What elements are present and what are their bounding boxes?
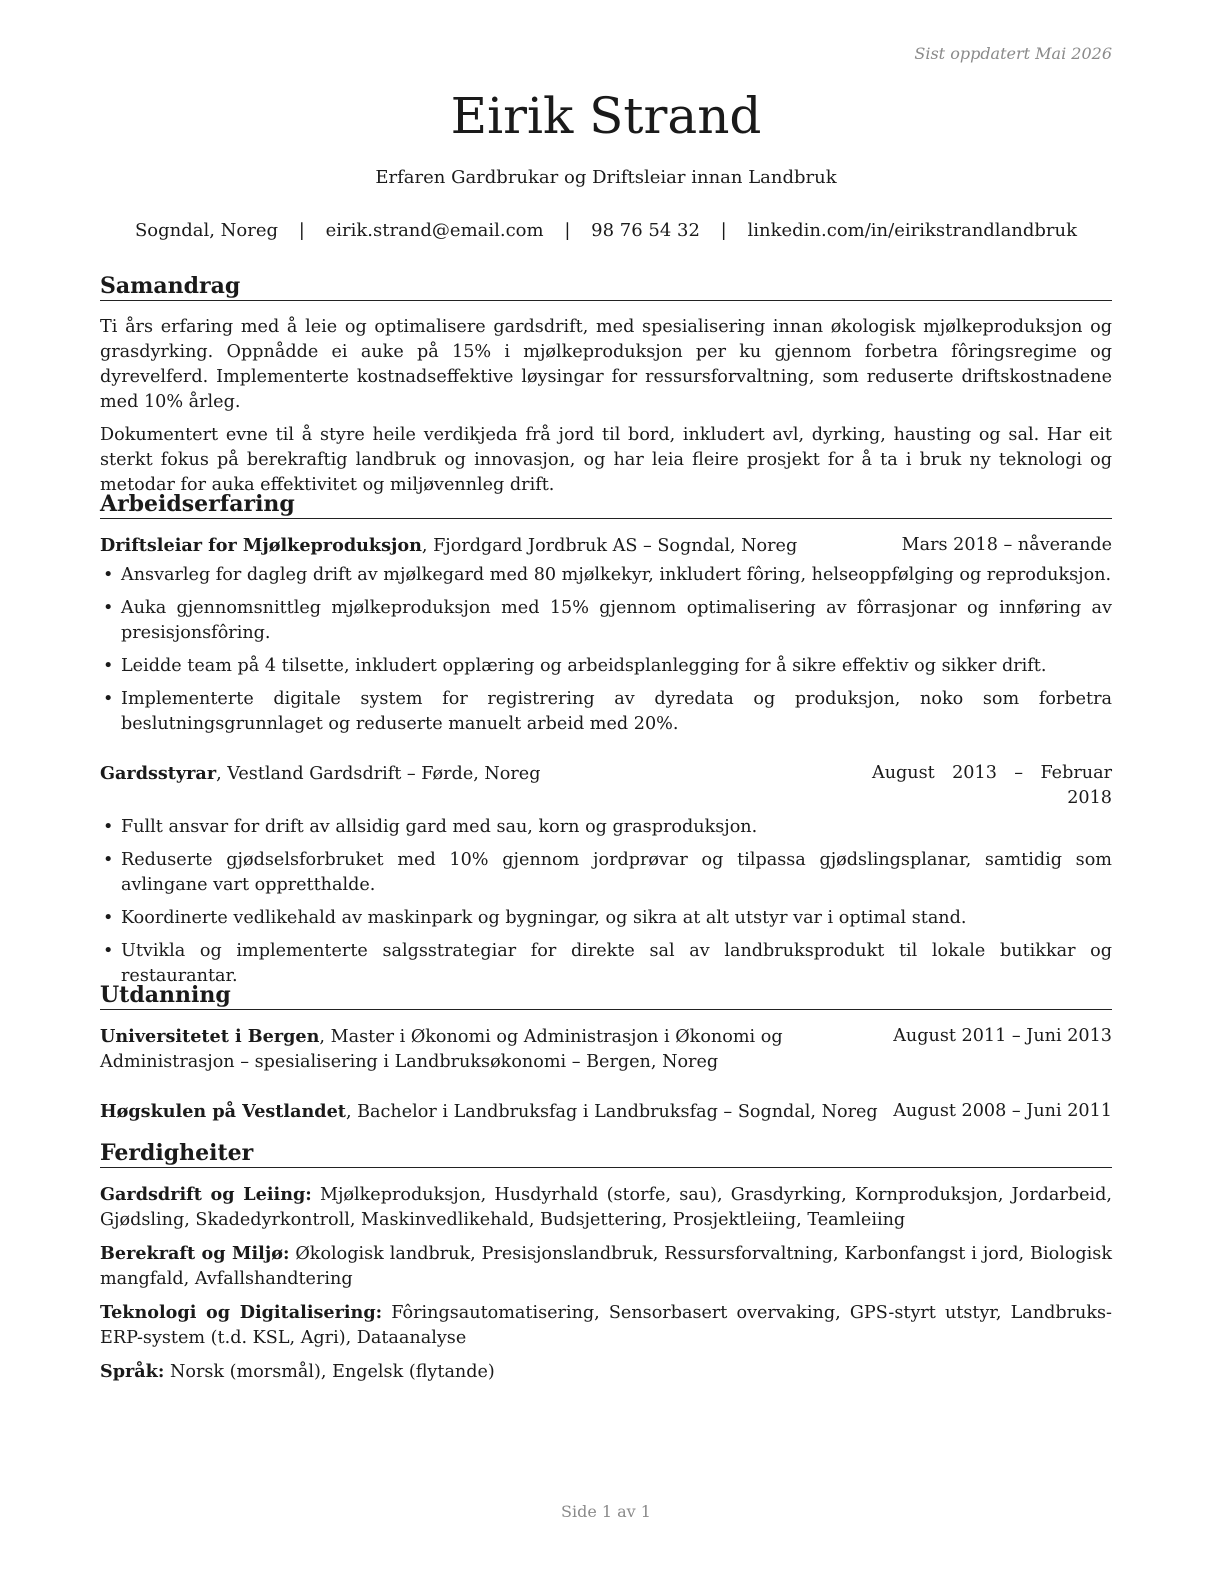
- contact-phone[interactable]: 98 76 54 32: [591, 220, 700, 241]
- candidate-name: Eirik Strand: [450, 87, 762, 145]
- bullet-icon: •: [103, 850, 114, 870]
- education-dates: August 2011 – Juni 2013: [893, 1026, 1112, 1046]
- education-entry: [100, 1024, 1112, 1075]
- skill-group-text: Norsk (morsmål), Engelsk (flytande): [164, 1362, 495, 1382]
- job-role: Driftsleiar for Mjølkeproduksjon: [100, 535, 422, 556]
- job-bullet: • Reduserte gjødselsforbruket med 10% gjennom jordprøvar og tilpassa gjødslingsplanar, samtidig som avlingane vart oppretthalde.: [103, 850, 1112, 895]
- contact-separator: |: [720, 220, 727, 241]
- bullet-icon: •: [103, 656, 114, 676]
- skill-group-text: Mjølkeproduksjon, Husdyrhald (storfe, sau), Grasdyrking, Kornproduksjon, Jordarbeid, Gjødsling, Skadedyrkontroll, Maskinvedlikehald, Budsjettering, Prosjektleiing, Teamleiing: [100, 1185, 1112, 1230]
- summary-paragraph-2: Dokumentert evne til å styre heile verdikjeda frå jord til bord, inkludert avl, dyrking, hausting og sal. Har eit sterkt fokus på berekraftig landbruk og innovasjon, og har leia fleire prosjekt for å ta i bruk ny teknologi og metodar for auka effektivitet og miljøvennleg drift.: [100, 425, 1112, 495]
- job-entry: [100, 533, 1112, 737]
- page-number: Side 1 av 1: [561, 1502, 651, 1521]
- education-detail: , Master i Økonomi og Administrasjon i Økonomi og Administrasjon – spesialisering i Landbruksøkonomi – Bergen, Noreg: [100, 1027, 783, 1072]
- contact-location: Sogndal, Noreg: [134, 220, 279, 241]
- bullet-icon: •: [103, 565, 114, 585]
- job-header: [100, 761, 1112, 811]
- skill-group-text: Økologisk landbruk, Presisjonslandbruk, Ressursforvaltning, Karbonfangst i jord, Biologisk mangfald, Avfallshandtering: [100, 1244, 1112, 1289]
- bullet-icon: •: [103, 941, 114, 961]
- job-title-line: [100, 761, 541, 811]
- skill-group: [100, 1182, 1112, 1233]
- education-dates: August 2008 – Juni 2011: [893, 1101, 1112, 1121]
- resume-page: [100, 0, 1112, 1584]
- contact-separator: |: [564, 220, 571, 241]
- summary-paragraph-1: Ti års erfaring med å leie og optimalisere gardsdrift, med spesialisering innan økologisk mjølkeproduksjon og grasdyrking. Oppnådde ei auke på 15% i mjølkeproduksjon per ku gjennom forbetra fôringsregime og dyrevelferd. Implementerte kostnadseffektive løysingar for ressursforvaltning, som reduserte driftskostnadene med 10% årleg.: [100, 317, 1112, 412]
- job-org: , Vestland Gardsdrift – Førde, Noreg: [216, 764, 541, 784]
- job-header: [100, 533, 1112, 559]
- job-bullet: • Leidde team på 4 tilsette, inkludert opplæring og arbeidsplanlegging for å sikre effektiv og sikker drift.: [100, 654, 1112, 679]
- education-school: Universitetet i Bergen: [100, 1026, 320, 1047]
- skill-group-label: Berekraft og Miljø:: [100, 1243, 290, 1264]
- job-bullet: • Koordinerte vedlikehald av maskinpark og bygningar, og sikra at alt utstyr var i optimal stand.: [100, 906, 1112, 931]
- education-entry: [100, 1099, 1112, 1125]
- summary-section: [100, 272, 1112, 498]
- skills-section: [100, 1139, 1112, 1385]
- bullet-icon: •: [103, 908, 114, 928]
- contact-linkedin[interactable]: linkedin.com/in/eirikstrandlandbruk: [747, 220, 1078, 241]
- job-bullet: • Ansvarleg for dagleg drift av mjølkegard med 80 mjølkekyr, inkludert fôring, helseoppfølging og reproduksjon.: [100, 563, 1112, 588]
- contact-email[interactable]: eirik.strand@email.com: [325, 220, 544, 241]
- education-school: Høgskulen på Vestlandet: [100, 1101, 346, 1122]
- job-org: , Fjordgard Jordbruk AS – Sogndal, Noreg: [421, 536, 798, 556]
- job-bullet: • Implementerte digitale system for registrering av dyredata og produksjon, noko som forbetra beslutningsgrunnlaget og reduserte manuelt arbeid med 20%.: [103, 689, 1112, 734]
- job-bullet: • Utvikla og implementerte salgsstrategiar for direkte sal av landbruksprodukt til lokale butikkar og restaurantar.: [103, 941, 1112, 986]
- bullet-icon: •: [103, 817, 114, 837]
- job-bullets: [100, 563, 1112, 737]
- job-role: Gardsstyrar: [100, 763, 217, 784]
- job-bullet: • Fullt ansvar for drift av allsidig gard med sau, korn og grasproduksjon.: [100, 815, 1112, 840]
- skill-group-label: Teknologi og Digitalisering:: [100, 1302, 383, 1323]
- section-title-education: Utdanning: [100, 981, 1112, 1010]
- bullet-icon: •: [103, 689, 114, 709]
- skill-group: [100, 1359, 1112, 1385]
- job-bullets: [100, 815, 1112, 989]
- section-title-summary: Samandrag: [100, 272, 1112, 301]
- job-dates: August 2013 – Februar 2018: [872, 763, 1112, 808]
- job-entry: [100, 761, 1112, 989]
- job-bullet: • Auka gjennomsnittleg mjølkeproduksjon med 15% gjennom optimalisering av fôrrasjonar og innføring av presisjonsfôring.: [103, 598, 1112, 643]
- section-title-skills: Ferdigheiter: [100, 1139, 1112, 1168]
- education-title-line: [100, 1099, 878, 1125]
- skill-group: [100, 1241, 1112, 1292]
- contact-line: [100, 220, 1112, 241]
- skill-group: [100, 1300, 1112, 1351]
- job-title-line: [100, 533, 797, 559]
- bullet-icon: •: [103, 598, 114, 618]
- education-section: [100, 981, 1112, 1125]
- education-title-line: [100, 1024, 875, 1075]
- job-dates: Mars 2018 – nåverande: [901, 535, 1112, 555]
- skill-group-label: Språk:: [100, 1361, 165, 1382]
- education-detail: , Bachelor i Landbruksfag i Landbruksfag – Sogndal, Noreg: [345, 1102, 878, 1122]
- headline: Erfaren Gardbrukar og Driftsleiar innan Landbruk: [375, 167, 837, 188]
- experience-section: [100, 490, 1112, 989]
- skill-group-label: Gardsdrift og Leiing:: [100, 1184, 312, 1205]
- last-updated: Sist oppdatert Mai 2026: [914, 44, 1112, 63]
- skill-group-text: Fôringsautomatisering, Sensorbasert overvaking, GPS-styrt utstyr, Landbruks-ERP-system (t.d. KSL, Agri), Dataanalyse: [100, 1303, 1112, 1348]
- contact-separator: |: [298, 220, 305, 241]
- section-title-experience: Arbeidserfaring: [100, 490, 1112, 519]
